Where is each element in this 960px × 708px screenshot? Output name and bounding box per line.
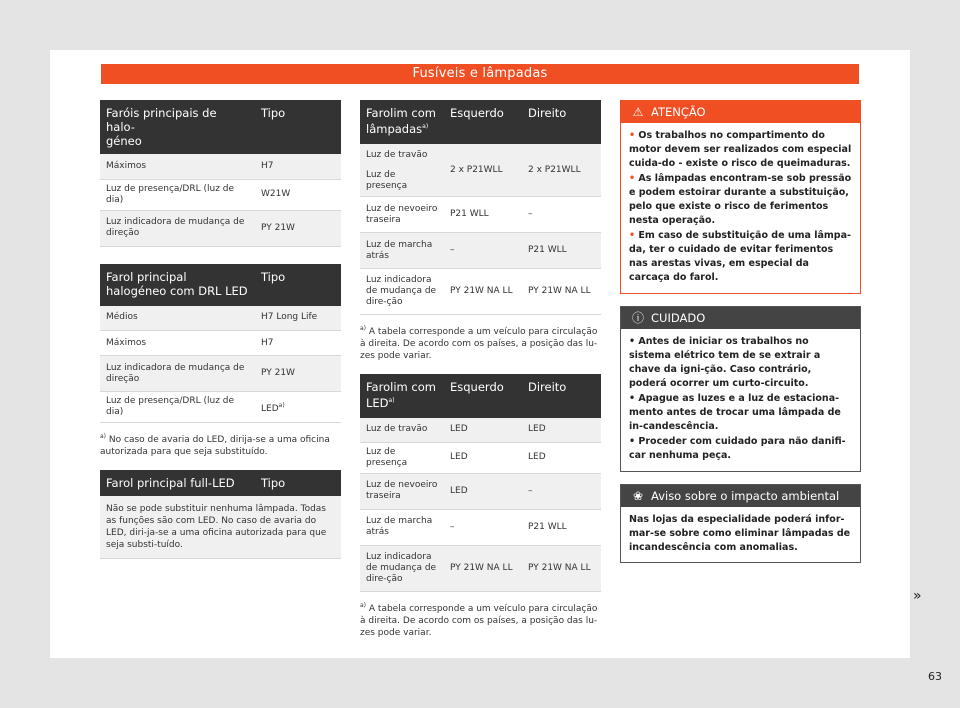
warning-body: • Os trabalhos no compartimento do motor devem ser realizados com especial cuida-do - existe o risco de queimaduras. • As lâmpadas encontram-se sob pressão e podem estoirar durante a substituição, pelo que existe o risco de ferimentos nesta operação. • Em caso de substituição de uma lâmpa-da, ter o cuidado de evitar ferimentos nas arestas vivas, em especial da carcaça do farol.	[629, 130, 852, 283]
table-header: Faróis principais de halo- géneo	[100, 100, 255, 154]
table-header: Esquerdo	[444, 100, 522, 144]
table-header: Esquerdo	[444, 374, 522, 418]
table-row: Não se pode substituir nenhuma lâmpada. Todas as funções são com LED. No caso de avaria do LED, diri-ja-se a uma oficina autorizada para que seja substi-tuído.	[100, 496, 341, 558]
info-circle-icon: ⓘ	[631, 311, 644, 325]
table-header: Tipo	[255, 470, 341, 496]
table-row: Máximos H7	[100, 331, 341, 356]
warning-title: ⚠ ATENÇÃO	[621, 101, 860, 123]
environment-box	[620, 484, 861, 563]
section-header: Fusíveis e lâmpadas	[101, 64, 859, 84]
table-rear-lamps-led	[360, 374, 601, 592]
environment-body: Nas lojas da especialidade poderá infor-mar-se sobre como eliminar lâmpadas de incandescência com anomalias.	[629, 514, 851, 553]
table-row: Luz indicadora de mudança de dire-ção PY 21W NA LL PY 21W NA LL	[360, 269, 601, 315]
table-row: Luz de marcha atrás – P21 WLL	[360, 509, 601, 545]
table-halogen-headlights	[100, 100, 341, 247]
table-row: Luz de travão LED LED	[360, 418, 601, 442]
table-row: Luz indicadora de mudança de direção PY 21W	[100, 210, 341, 246]
environment-title: ❀ Aviso sobre o impacto ambiental	[621, 485, 860, 507]
table-full-led	[100, 470, 341, 559]
continue-arrow-icon: »	[913, 588, 922, 604]
page-number: 63	[928, 670, 942, 683]
column-left	[100, 100, 341, 559]
caution-box	[620, 306, 861, 472]
table-row: Luz indicadora de mudança de dire-ção PY 21W NA LL PY 21W NA LL	[360, 545, 601, 591]
column-middle	[360, 100, 601, 639]
table-halogen-drl-led	[100, 264, 341, 424]
table-row: Luz de nevoeiro traseira P21 WLL –	[360, 197, 601, 233]
table-header: Direito	[522, 374, 601, 418]
table-row: Luz de travão 2 x P21WLL 2 x P21WLL	[360, 144, 601, 166]
table-header: Farolim com LED$^{a)}$	[360, 374, 444, 418]
table-header: Farol principal halogéneo com DRL LED	[100, 264, 255, 306]
table-header: Farolim com lâmpadas$^{a)}$	[360, 100, 444, 144]
table-row: Luz de presença LED LED	[360, 442, 601, 473]
footnote: $^{a)}$ A tabela corresponde a um veículo para circulação à direita. De acordo com os países, a posição das lu-zes pode variar.	[360, 325, 598, 361]
table-row: Máximos H7	[100, 154, 341, 179]
table-row: Luz de presença/DRL (luz de dia) W21W	[100, 179, 341, 210]
column-right	[620, 100, 861, 575]
table-header: Direito	[522, 100, 601, 144]
footnote: $^{a)}$ A tabela corresponde a um veículo para circulação à direita. De acordo com os países, a posição das lu-zes pode variar.	[360, 601, 598, 638]
caution-title: ⓘ CUIDADO	[621, 307, 860, 329]
table-row: Luz de presença	[360, 166, 601, 197]
table-row: Luz de presença/DRL (luz de dia) LED$^{a)}$	[100, 392, 341, 423]
table-row: Luz de marcha atrás – P21 WLL	[360, 233, 601, 269]
manual-page	[50, 50, 942, 683]
warning-triangle-icon: ⚠	[632, 105, 644, 119]
table-row: Luz de nevoeiro traseira LED –	[360, 473, 601, 509]
footnote: $^{a)}$ No caso de avaria do LED, dirija-se a uma oficina autorizada para que seja substituído.	[100, 433, 330, 457]
table-rear-lamps-bulbs	[360, 100, 601, 315]
table-row: Médios H7 Long Life	[100, 306, 341, 331]
flower-icon: ❀	[632, 489, 644, 503]
table-row: Luz indicadora de mudança de direção PY 21W	[100, 356, 341, 392]
table-header: Tipo	[255, 100, 341, 154]
table-header: Tipo	[255, 264, 341, 306]
table-header: Farol principal full-LED	[100, 470, 255, 496]
caution-body: • Antes de iniciar os trabalhos no sistema elétrico tem de se extrair a chave da igni-ção. Caso contrário, poderá ocorrer um curto-circuito. • Apague as luzes e a luz de estaciona-mento antes de trocar uma lâmpada de in-candescência. • Proceder com cuidado para não danifi-car nenhuma peça.	[629, 336, 846, 461]
warning-box	[620, 100, 861, 294]
